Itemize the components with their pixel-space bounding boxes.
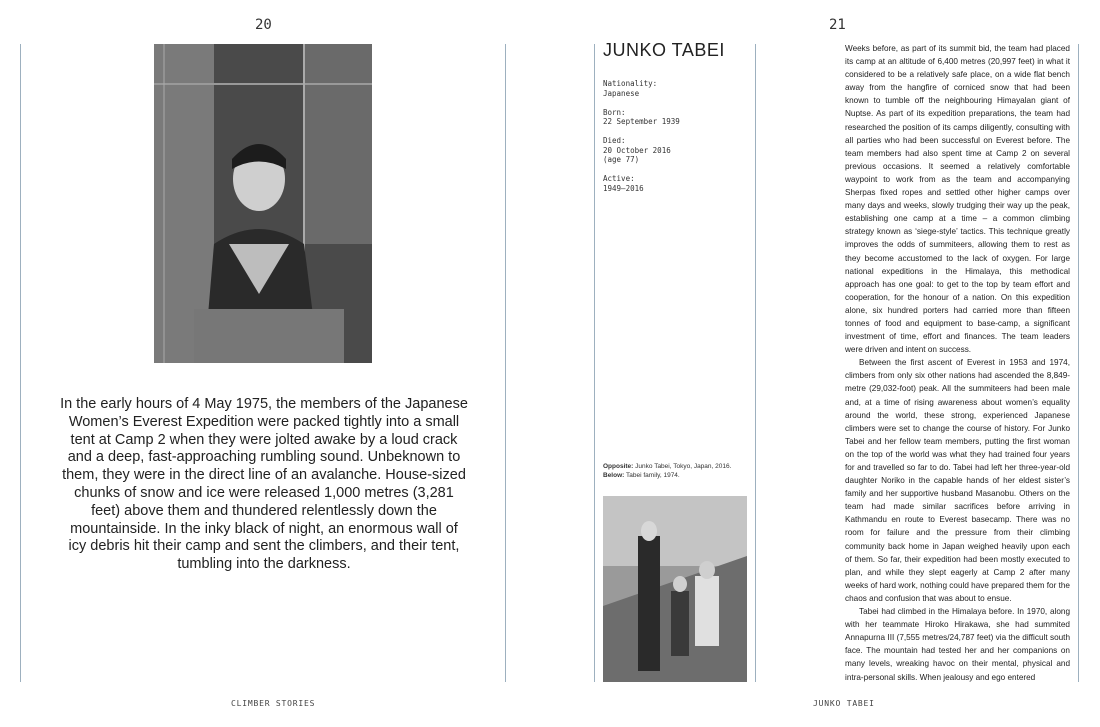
- body-paragraph: Between the first ascent of Everest in 1953 and 1974, climbers from only six other nations had ascended the 8,849-metre (29,032-foot) peak. All the summiteers had been male and, at a time of rising awareness about women’s equality around the world, these strong, experienced Japanese climbers were set to change the course of history. For Junko Tabei and her fellow team members, putting the first woman on the top of the world was what they had trained four years for and travelled so far to do. Tabei had left her three-year-old daughter Noriko in the capable hands of her eldest sister’s family and her supportive husband Masanobu. Others on the team had made similar sacrifices before arriving in Kathmandu en route to Everest basecamp. There was no room for failure and the pressure from their climbing community back home in Japan weighed heavily upon each of them. So far, their expedition had been mostly executed to plan, and while they slept eagerly at Camp 2 after many weeks of hard work, nothing could have prepared them for the chaos and confusion that was about to ensue.: [845, 358, 1070, 603]
- fact-active: [603, 174, 743, 193]
- fact-label: Born:: [603, 107, 626, 117]
- column-rule-profile: [755, 44, 756, 682]
- body-paragraph: Tabei had climbed in the Himalaya before. In 1970, along with her teammate Hiroko Hirakawa, she had summited Annapurna III (7,555 metres/24,787 feet) via the difficult south face. The mountain had tested her and her companions on many levels, wreaking havoc on their mental, physical and intra-personal skills. When jealousy and ego entered: [845, 607, 1070, 682]
- fact-value: 1949–2016: [603, 183, 644, 193]
- footer-right: JUNKO TABEI: [813, 699, 875, 708]
- caption-opposite-label: Opposite:: [603, 463, 634, 470]
- fact-nationality: [603, 79, 743, 98]
- family-photo: [603, 496, 747, 682]
- photo-caption: [603, 463, 749, 480]
- fact-value: Japanese: [603, 88, 640, 98]
- profile-facts: [603, 79, 743, 203]
- fact-label: Died:: [603, 136, 626, 145]
- fact-label: Nationality:: [603, 79, 658, 88]
- lead-paragraph: In the early hours of 4 May 1975, the members of the Japanese Women’s Everest Expedition were packed tightly into a small tent at Camp 2 when they were jolted awake by a loud crack and a deep, fast-approaching rumbling sound. Unbeknown to them, they were in the direct line of an avalanche. House-sized chunks of snow and ice were released 1,000 metres (3,281 feet) above them and thundered relentlessly down the mountainside. In the inky black of night, an enormous wall of icy debris hit their camp and sent the climbers, and their tent, tumbling into the darkness.: [60, 396, 468, 573]
- fact-label: Active:: [603, 174, 635, 183]
- caption-below-label: Below:: [603, 471, 625, 479]
- margin-rule-left: [20, 44, 21, 682]
- caption-below-text: Tabei family, 1974.: [626, 471, 680, 479]
- footer-left: CLIMBER STORIES: [231, 699, 316, 708]
- margin-rule-gutter-left: [505, 44, 506, 682]
- body-paragraph: Weeks before, as part of its summit bid, the team had placed its camp at an altitude of 6,400 metres (20,997 feet) in what it considered to be a relatively safe place, on a wide flat bench away from the hangfire of corniced snow that had been known to tumble off the neighbouring Himayalan giant of Nuptse. As part of its expedition preparations, the team had researched the position of its camps diligently, consulting with all parties who had been successful on Everest before. The team members had also spent time at Camp 2 on several previous occasions. It seemed a relatively comfortable waypoint to work from as the team and accompanying Sherpas fixed ropes and settled other higher camps over many days and weeks, slowly trudging their way up the peak, establishing one camp at a time – a common climbing strategy known as ‘siege-style’ tactics. This technique greatly improves the odds of summiteers, allowing them to rest as they become accustomed to the lack of oxygen. For large national expeditions in the Himalaya, this methodical approach has one goal: to get to the top by team effort and cooperation, for the honour of a nation. On this expedition alone, six hundred porters had carried more than fifteen tonnes of food and equipment to base-camp, a significant investment of time, effort and finances. The team leaders were driven and intent on success.: [845, 44, 1070, 355]
- portrait-photo-illustration: [154, 44, 372, 363]
- fact-value: 20 October 2016 (age 77): [603, 145, 671, 164]
- family-photo-illustration: [603, 496, 747, 682]
- portrait-photo: [154, 44, 372, 363]
- margin-rule-right: [1078, 44, 1079, 682]
- caption-opposite-text: Junko Tabei, Tokyo, Japan, 2016.: [635, 463, 732, 470]
- page-number-right: 21: [829, 17, 846, 33]
- fact-born: [603, 108, 743, 127]
- profile-name: JUNKO TABEI: [603, 40, 725, 60]
- page-number-left: 20: [255, 17, 272, 33]
- margin-rule-gutter-right: [594, 44, 595, 682]
- fact-died: [603, 136, 743, 165]
- fact-value: 22 September 1939: [603, 117, 680, 126]
- body-text-column: [845, 42, 1070, 686]
